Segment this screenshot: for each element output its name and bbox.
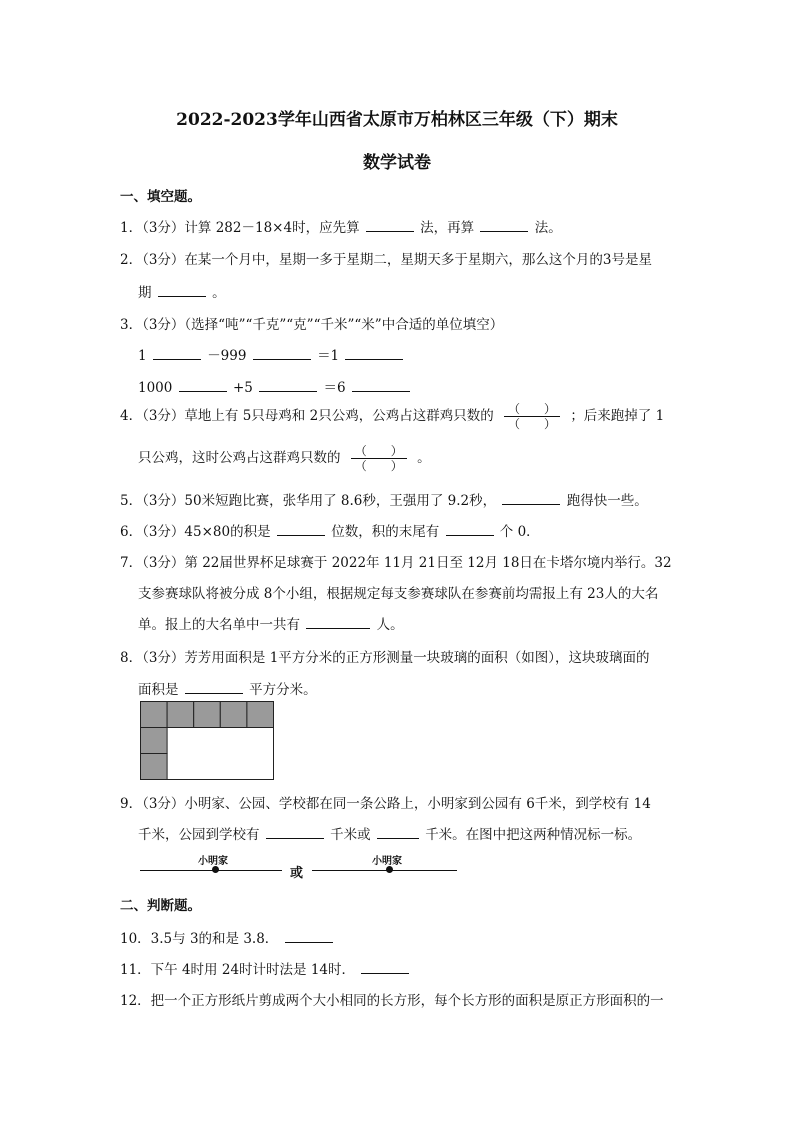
q4-fraction-2[interactable] — [351, 444, 407, 473]
q9-text-b: 千米，公园到学校有 — [138, 827, 260, 843]
question-2: 2．（3分）在某一个月中，星期一多于星期二，星期天多于星期六，那么这个月的3号是星 — [120, 252, 653, 268]
q4-fraction-1[interactable] — [504, 402, 560, 431]
q3-r1-text-c: ＝1 — [317, 348, 340, 364]
road-diagrams — [140, 852, 460, 882]
question-10 — [120, 927, 335, 947]
question-7-line2: 支参赛球队将被分成 8个小组，根据规定每支参赛球队在参赛前均需报上有 23人的大名 — [138, 586, 659, 602]
question-1 — [120, 216, 562, 236]
question-8: 8．（3分）芳芳用面积是 1平方分米的正方形测量一块玻璃的面积（如图），这块玻璃面的 — [120, 650, 650, 666]
question-7: 7．（3分）第 22届世界杯足球赛于 2022年 11月 21日至 12月 18日在卡塔尔境内举行。32 — [120, 555, 672, 571]
q11-text: 11．下午 4时用 24时计时法是 14时． — [120, 962, 355, 978]
q5-text-a: 5．（3分）50米短跑比赛，张华用了 8.6秒，王强用了 9.2秒， — [120, 493, 497, 509]
q1-text-b: 法，再算 — [420, 220, 475, 236]
q3-r2-text-b: +5 — [232, 380, 253, 396]
q7-text-d: 人。 — [376, 617, 404, 633]
q9-blank-2[interactable] — [377, 826, 419, 839]
q3-r1-blank-3[interactable] — [345, 347, 403, 360]
question-9-line2 — [138, 823, 641, 843]
q8-blank[interactable] — [185, 681, 243, 694]
home-label-1: 小明家 — [198, 856, 228, 867]
q9-blank-1[interactable] — [266, 826, 324, 839]
q3-r2-blank-3[interactable] — [352, 379, 410, 392]
q2-text-c: 。 — [212, 285, 226, 301]
q3-r2-text-c: ＝6 — [323, 380, 346, 396]
q9-text-d: 千米。在图中把这两种情况标一标。 — [425, 827, 642, 843]
q4-frac2-denominator: （ ） — [354, 459, 403, 473]
q1-text-a: 1．（3分）计算 282－18×4时，应先算 — [120, 220, 360, 236]
q3-r2-blank-1[interactable] — [179, 379, 227, 392]
unit-square — [194, 702, 221, 728]
q10-blank[interactable] — [285, 930, 333, 943]
home-point-2 — [386, 866, 393, 873]
unit-square — [220, 702, 247, 728]
unit-square — [141, 754, 168, 780]
unit-square — [141, 702, 168, 728]
road-line-1[interactable] — [140, 870, 282, 871]
q2-blank[interactable] — [158, 284, 206, 297]
question-2-line2 — [138, 281, 226, 301]
q3-row-1 — [138, 344, 405, 364]
unit-square — [141, 728, 168, 754]
q1-blank-1[interactable] — [366, 219, 414, 232]
q11-blank[interactable] — [361, 961, 409, 974]
q7-blank[interactable] — [306, 616, 370, 629]
q6-blank-1[interactable] — [277, 523, 325, 536]
section-heading-judge: 二、判断题。 — [120, 898, 201, 914]
q4-frac1-denominator: （ ） — [508, 417, 557, 431]
or-label: 或 — [290, 866, 304, 881]
question-4 — [120, 401, 664, 431]
q6-text-c: 个 0． — [499, 524, 540, 540]
question-6 — [120, 520, 540, 540]
q3-r2-blank-2[interactable] — [259, 379, 317, 392]
q7-text-c: 单。报上的大名单中一共有 — [138, 617, 300, 633]
q6-text-b: 位数，积的末尾有 — [331, 524, 440, 540]
question-9: 9．（3分）小明家、公园、学校都在同一条公路上，小明家到公园有 6千米，到学校有 14 — [120, 796, 651, 812]
question-4-line2 — [138, 443, 431, 473]
q3-r1-text-a: 1 — [138, 348, 147, 364]
question-12: 12．把一个正方形纸片剪成两个大小相同的长方形，每个长方形的面积是原正方形面积的一 — [120, 993, 664, 1009]
q3-row-2 — [138, 376, 412, 396]
home-point-1 — [212, 866, 219, 873]
section-heading-fill: 一、填空题。 — [120, 189, 201, 205]
question-3: 3．（3分）（选择“吨”“千克”“克”“千米”“米”中合适的单位填空） — [120, 317, 504, 333]
question-11 — [120, 958, 411, 978]
q4-text-b: ；后来跑掉了 1 — [570, 408, 665, 424]
q3-r1-blank-1[interactable] — [153, 347, 201, 360]
glass-area-figure — [140, 701, 276, 783]
q4-text-a: 4．（3分）草地上有 5只母鸡和 2只公鸡，公鸡占这群鸡只数的 — [120, 408, 494, 424]
q3-r1-text-b: －999 — [207, 348, 247, 364]
home-label-2: 小明家 — [372, 856, 402, 867]
q8-text-c: 平方分米。 — [249, 682, 317, 698]
q1-text-c: 法。 — [534, 220, 562, 236]
q9-text-c: 千米或 — [330, 827, 371, 843]
q5-text-b: 跑得快一些。 — [566, 493, 648, 509]
question-5 — [120, 489, 648, 509]
question-8-line2 — [138, 678, 317, 698]
q3-r1-blank-2[interactable] — [253, 347, 311, 360]
q4-frac2-numerator: （ ） — [351, 444, 407, 459]
unit-square — [167, 702, 194, 728]
q5-blank[interactable] — [502, 492, 560, 505]
q2-text-b: 期 — [138, 285, 152, 301]
page-subtitle: 数学试卷 — [363, 153, 431, 173]
q4-frac1-numerator: （ ） — [504, 402, 560, 417]
q4-text-c: 只公鸡，这时公鸡占这群鸡只数的 — [138, 450, 341, 466]
q3-r2-text-a: 1000 — [138, 380, 173, 396]
q6-text-a: 6．（3分）45×80的积是 — [120, 524, 271, 540]
q10-text: 10．3.5与 3的和是 3.8． — [120, 931, 279, 947]
question-7-line3 — [138, 613, 404, 633]
q6-blank-2[interactable] — [446, 523, 494, 536]
q8-text-b: 面积是 — [138, 682, 179, 698]
road-line-2[interactable] — [312, 870, 457, 871]
q4-text-d: 。 — [417, 450, 431, 466]
page-title: 2022-2023学年山西省太原市万柏林区三年级（下）期末 — [176, 110, 618, 130]
unit-square — [247, 702, 274, 728]
q1-blank-2[interactable] — [480, 219, 528, 232]
